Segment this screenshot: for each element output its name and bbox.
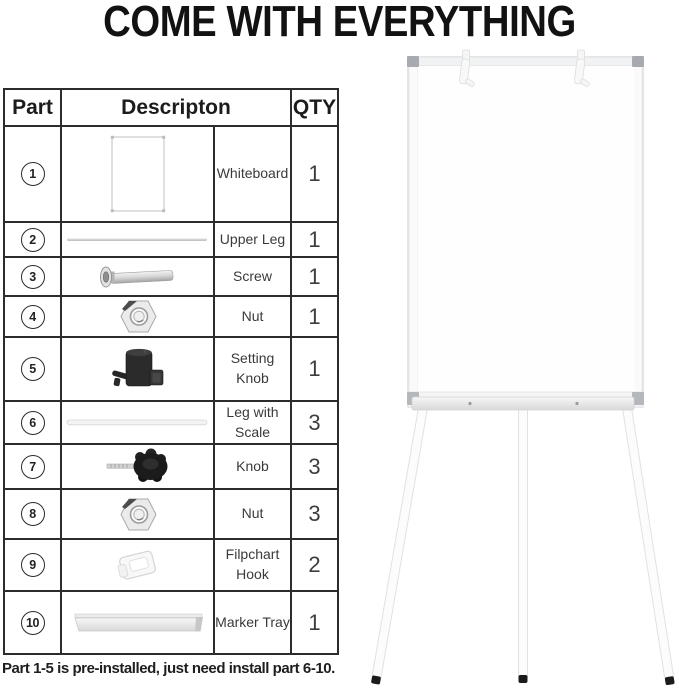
- part-number-badge: 6: [21, 411, 45, 435]
- part-number-badge: 3: [21, 265, 45, 289]
- part-image-cell: [61, 539, 214, 591]
- part-qty: 1: [291, 296, 338, 337]
- screw-icon: [97, 264, 179, 290]
- part-description: Whiteboard: [214, 126, 291, 222]
- header-description: Descripton: [61, 89, 291, 126]
- part-number-badge: 8: [21, 502, 45, 526]
- whiteboard-easel-image: [345, 40, 679, 693]
- part-description: Nut: [214, 489, 291, 539]
- part-number-badge: 2: [21, 228, 45, 252]
- part-qty: 1: [291, 257, 338, 296]
- table-header-row: [4, 89, 338, 126]
- leg-foot: [519, 675, 528, 683]
- part-image-cell: [61, 257, 214, 296]
- leg-foot: [371, 675, 381, 684]
- table-row: [4, 444, 338, 489]
- table-row: [4, 257, 338, 296]
- marker-tray-icon: [67, 612, 209, 634]
- knob-icon: [104, 447, 172, 487]
- part-description: Knob: [214, 444, 291, 489]
- table-row: [4, 401, 338, 444]
- corner-cap: [407, 56, 419, 67]
- part-number-badge: 1: [21, 162, 45, 186]
- parts-table: [3, 88, 339, 655]
- part-image-cell: [61, 401, 214, 444]
- nut-icon: [117, 496, 159, 533]
- part-image-cell: [61, 126, 214, 222]
- whiteboard-icon: [107, 133, 169, 215]
- table-row: [4, 222, 338, 257]
- part-number-badge: 10: [21, 611, 45, 635]
- corner-cap: [632, 56, 644, 67]
- part-description: Marker Tray: [214, 591, 291, 654]
- part-image-cell: [61, 296, 214, 337]
- whiteboard-board: [407, 56, 644, 407]
- part-qty: 3: [291, 489, 338, 539]
- part-qty: 1: [291, 591, 338, 654]
- tripod-leg-center: [519, 398, 528, 683]
- header-part: Part: [4, 89, 61, 126]
- leg-foot: [665, 676, 675, 685]
- part-description: Leg with Scale: [214, 401, 291, 444]
- part-qty: 1: [291, 126, 338, 222]
- table-row: [4, 296, 338, 337]
- table-row: [4, 126, 338, 222]
- part-description: Screw: [214, 257, 291, 296]
- top-rail: [408, 57, 643, 66]
- part-qty: 1: [291, 337, 338, 401]
- part-description: Upper Leg: [214, 222, 291, 257]
- part-number-badge: 4: [21, 305, 45, 329]
- part-image-cell: [61, 222, 214, 257]
- table-row: [4, 337, 338, 401]
- setting-knob-icon: [109, 345, 167, 393]
- part-number-badge: 9: [21, 553, 45, 577]
- part-description: Filpchart Hook: [214, 539, 291, 591]
- part-description: Nut: [214, 296, 291, 337]
- upper-leg-icon: [65, 235, 210, 245]
- table-row: [4, 591, 338, 654]
- part-image-cell: [61, 489, 214, 539]
- part-qty: 2: [291, 539, 338, 591]
- leg-with-scale-icon: [65, 417, 210, 429]
- table-row: [4, 489, 338, 539]
- part-image-cell: [61, 444, 214, 489]
- page-title: COME WITH EVERYTHING: [103, 0, 576, 46]
- part-qty: 3: [291, 401, 338, 444]
- tripod-leg-right: [623, 407, 675, 685]
- part-description: Setting Knob: [214, 337, 291, 401]
- part-qty: 3: [291, 444, 338, 489]
- part-qty: 1: [291, 222, 338, 257]
- nut-icon: [117, 298, 159, 335]
- flipchart-hook-icon: [110, 545, 166, 585]
- part-number-badge: 7: [21, 455, 45, 479]
- part-image-cell: [61, 591, 214, 654]
- part-image-cell: [61, 337, 214, 401]
- table-row: [4, 539, 338, 591]
- footnote: Part 1-5 is pre-installed, just need install part 6-10.: [2, 660, 335, 677]
- header-qty: QTY: [291, 89, 338, 126]
- part-number-badge: 5: [21, 357, 45, 381]
- tripod-leg-left: [371, 407, 428, 684]
- marker-tray: [412, 397, 634, 410]
